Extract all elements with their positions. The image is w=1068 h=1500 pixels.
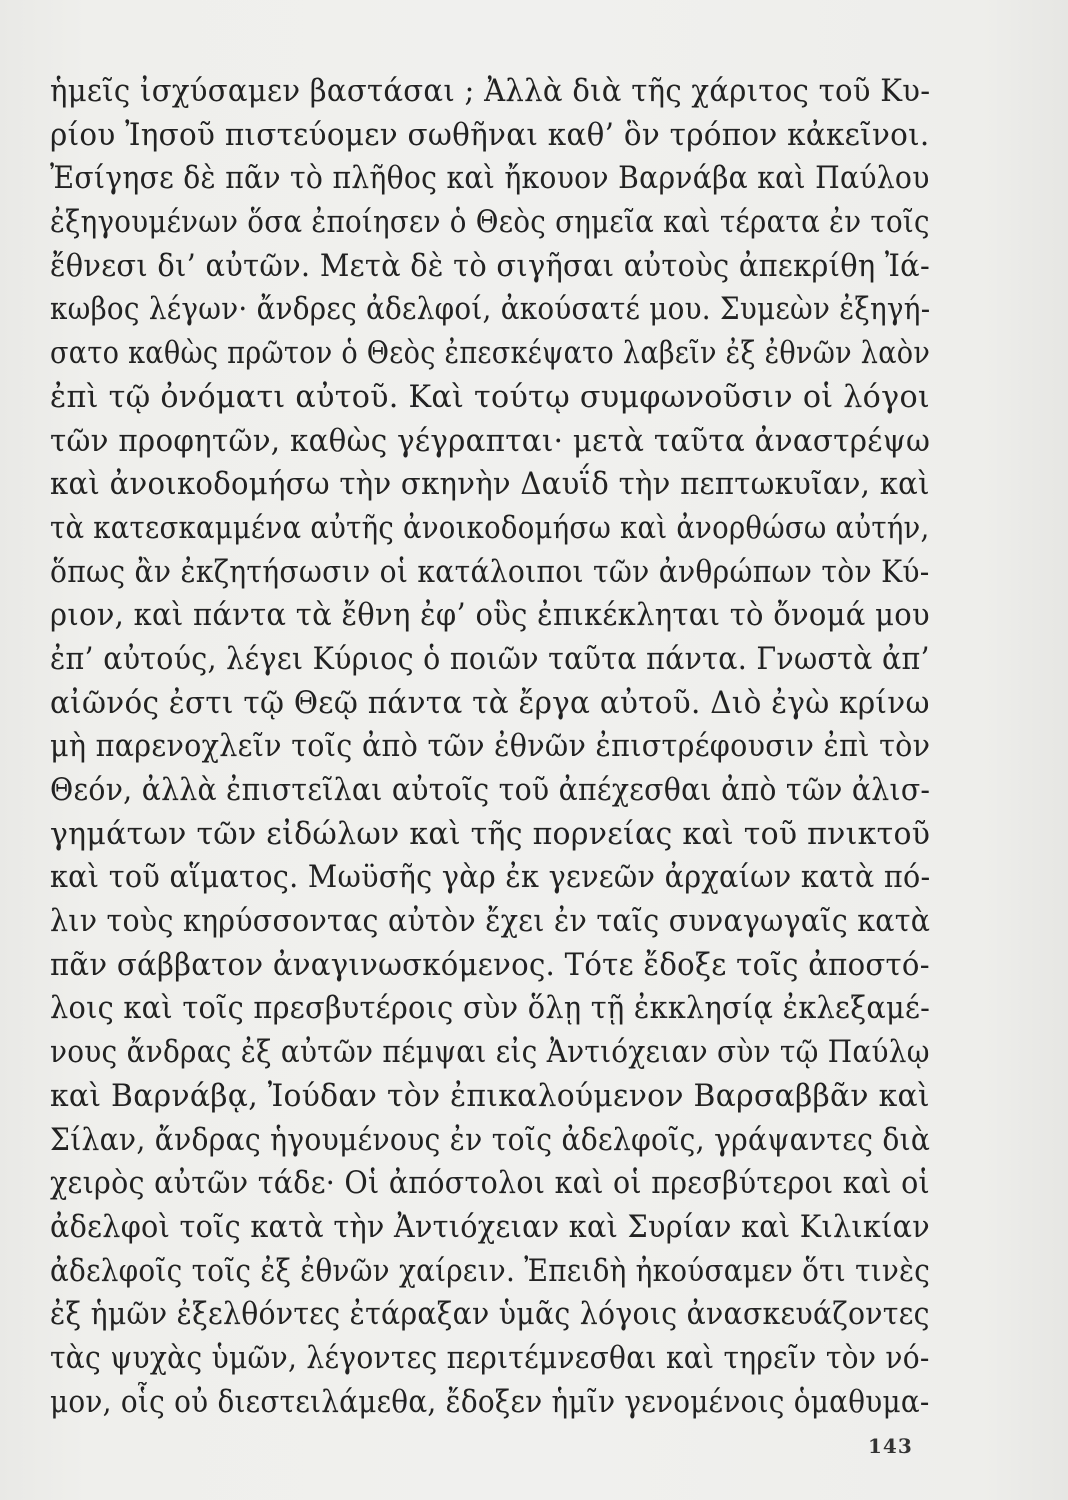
text-line: μον, οἷς οὐ διεστειλάμεθα, ἔδοξεν ἡμῖν γενομένοις ὁμαθυμα- <box>50 1384 930 1420</box>
text-line: πᾶν σάββατον ἀναγινωσκόμενος. Τότε ἔδοξε τοῖς ἀποστό- <box>50 947 930 983</box>
text-line: Θεόν, ἀλλὰ ἐπιστεῖλαι αὐτοῖς τοῦ ἀπέχεσθαι ἀπὸ τῶν ἀλισ- <box>50 773 931 808</box>
text-line: χειρὸς αὐτῶν τάδε· Οἱ ἀπόστολοι καὶ οἱ πρεσβύτεροι καὶ οἱ <box>50 1166 931 1202</box>
text-line: νους ἄνδρας ἐξ αὐτῶν πέμψαι εἰς Ἀντιόχειαν σὺν τῷ Παύλῳ <box>50 1035 930 1071</box>
text-line: τῶν προφητῶν, καθὼς γέγραπται· μετὰ ταῦτα ἀναστρέψω <box>50 423 931 459</box>
text-line: Σίλαν, ἄνδρας ἡγουμένους ἐν τοῖς ἀδελφοῖς, γράψαντες διὰ <box>50 1122 931 1158</box>
text-line: καὶ ἀνοικοδομήσω τὴν σκηνὴν Δαυΐδ τὴν πεπτωκυῖαν, καὶ <box>50 467 930 503</box>
text-line: μὴ παρενοχλεῖν τοῖς ἀπὸ τῶν ἐθνῶν ἐπιστρέφουσιν ἐπὶ τὸν <box>50 729 931 765</box>
text-line: ρίου Ἰησοῦ πιστεύομεν σωθῆναι καθ’ ὃν τρόπον κἀκεῖνοι. <box>50 117 930 153</box>
text-line: ἐπὶ τῷ ὀνόματι αὐτοῦ. Καὶ τούτῳ συμφωνοῦσιν οἱ λόγοι <box>50 379 931 415</box>
text-line: τὰ κατεσκαμμένα αὐτῆς ἀνοικοδομήσω καὶ ἀνορθώσω αὐτήν, <box>50 510 930 546</box>
text-line: ἐξηγουμένων ὅσα ἐποίησεν ὁ Θεὸς σημεῖα καὶ τέρατα ἐν τοῖς <box>50 205 930 241</box>
text-line: ὅπως ἂν ἐκζητήσωσιν οἱ κατάλοιποι τῶν ἀνθρώπων τὸν Κύ- <box>50 554 930 590</box>
text-line: ἐξ ἡμῶν ἐξελθόντες ἐτάραξαν ὑμᾶς λόγοις ἀνασκευάζοντες <box>50 1297 930 1333</box>
text-line: ἀδελφοὶ τοῖς κατὰ τὴν Ἀντιόχειαν καὶ Συρίαν καὶ Κιλικίαν <box>50 1209 930 1245</box>
text-line: ἀδελφοῖς τοῖς ἐξ ἐθνῶν χαίρειν. Ἐπειδὴ ἠκούσαμεν ὅτι τινὲς <box>50 1253 931 1289</box>
page-number: 143 <box>868 1434 913 1458</box>
text-line: σατο καθὼς πρῶτον ὁ Θεὸς ἐπεσκέψατο λαβεῖν ἐξ ἐθνῶν λαὸν <box>50 336 931 372</box>
text-line: κωβος λέγων· ἄνδρες ἀδελφοί, ἀκούσατέ μου. Συμεὼν ἐξηγή- <box>50 292 931 328</box>
text-line: καὶ τοῦ αἵματος. Μωϋσῆς γὰρ ἐκ γενεῶν ἀρχαίων κατὰ πό- <box>50 860 931 896</box>
text-line: γημάτων τῶν εἰδώλων καὶ τῆς πορνείας καὶ τοῦ πνικτοῦ <box>50 816 931 852</box>
text-line: ἡμεῖς ἰσχύσαμεν βαστάσαι ; Ἀλλὰ διὰ τῆς χάριτος τοῦ Κυ- <box>50 74 931 109</box>
text-line: λοις καὶ τοῖς πρεσβυτέροις σὺν ὅλῃ τῇ ἐκκλησίᾳ ἐκλεξαμέ- <box>50 991 931 1027</box>
text-line: καὶ Βαρνάβᾳ, Ἰούδαν τὸν ἐπικαλούμενον Βαρσαββᾶν καὶ <box>50 1078 930 1114</box>
text-line: λιν τοὺς κηρύσσοντας αὐτὸν ἔχει ἐν ταῖς συναγωγαῖς κατὰ <box>50 904 931 940</box>
body-text <box>50 70 950 1424</box>
text-line: Ἐσίγησε δὲ πᾶν τὸ πλῆθος καὶ ἤκουον Βαρνάβα καὶ Παύλου <box>50 161 930 197</box>
text-line: ἔθνεσι δι’ αὐτῶν. Μετὰ δὲ τὸ σιγῆσαι αὐτοὺς ἀπεκρίθη Ἰά- <box>50 248 930 284</box>
text-line: ἐπ’ αὐτούς, λέγει Κύριος ὁ ποιῶν ταῦτα πάντα. Γνωστὰ ἀπ’ <box>50 641 930 677</box>
text-line: τὰς ψυχὰς ὑμῶν, λέγοντες περιτέμνεσθαι καὶ τηρεῖν τὸν νό- <box>50 1340 930 1376</box>
text-line: ριον, καὶ πάντα τὰ ἔθνη ἐφ’ οὓς ἐπικέκληται τὸ ὄνομά μου <box>50 598 930 634</box>
text-line: αἰῶνός ἐστι τῷ Θεῷ πάντα τὰ ἔργα αὐτοῦ. Διὸ ἐγὼ κρίνω <box>50 685 930 721</box>
